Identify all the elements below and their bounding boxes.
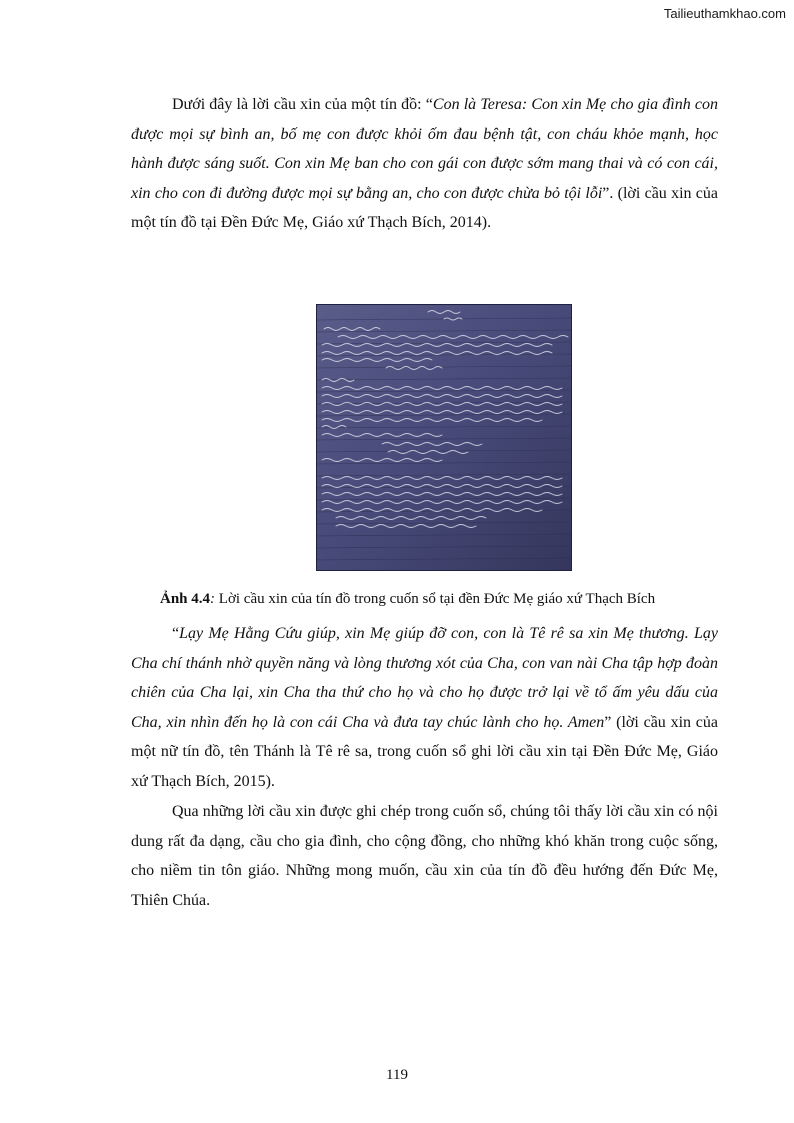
page-number: 119 [386,1067,408,1083]
summary-text: Qua những lời cầu xin được ghi chép trong cuốn sổ, chúng tôi thấy lời cầu xin có nội dung rất đa dạng, cầu cho gia đình, cho cộng đồng, cho những khó khăn trong cuộc sống, cho niềm tin tôn giáo. Những mong muốn, cầu xin của tín đồ đều hướng đến Đức Mẹ, Thiên Chúa. [131,803,718,909]
caption-separator: : [210,591,216,607]
handwritten-prayer-photo [316,304,572,571]
paragraph-citation: ”. (lời cầu xin của một tín đồ tại Đền Đức Mẹ, Giáo xứ Thạch Bích, 2014). [131,184,718,231]
paragraph-summary [131,797,718,915]
prayer-quote: Lạy Mẹ Hằng Cứu giúp, xin Mẹ giúp đỡ con, con là Tê rê sa xin Mẹ thương. Lạy Cha chí thánh nhờ quyền năng và lòng thương xót của Cha, con van nài Cha tập hợp đoàn chiên của Cha lại, xin Cha tha thứ cho họ và cho họ được trở lại về tổ ấm yêu dấu của Cha, xin nhìn đến họ là con cái Cha và đưa tay chúc lành cho họ. Amen [131,625,718,731]
caption-label: Ảnh 4.4 [160,591,211,607]
quote-open-mark: “ [172,625,180,642]
paragraph-teresa-prayer [131,90,718,238]
paragraph-lead: Dưới đây là lời cầu xin của một tín đồ: “ [172,96,433,113]
site-watermark: Tailieuthamkhao.com [663,6,786,21]
caption-text: Lời cầu xin của tín đồ trong cuốn sổ tại đền Đức Mẹ giáo xứ Thạch Bích [215,591,656,607]
prayer-quote: Con là Teresa: Con xin Mẹ cho gia đình con được mọi sự bình an, bố mẹ con được khỏi ốm đau bệnh tật, con cháu khỏe mạnh, học hành được sáng suốt. Con xin Mẹ ban cho con gái con được sớm mang thai và có con cái, xin cho con đi đường được mọi sự bằng an, cho con được chừa bỏ tội lỗi [131,96,719,202]
paragraph-citation: ” (lời cầu xin của một nữ tín đồ, tên Thánh là Tê rê sa, trong cuốn sổ ghi lời cầu xin tại Đền Đức Mẹ, Giáo xứ Thạch Bích, 2015). [131,713,718,790]
figure-caption [160,589,720,609]
paragraph-amen-prayer [131,619,718,796]
notebook-page-image [316,304,572,571]
